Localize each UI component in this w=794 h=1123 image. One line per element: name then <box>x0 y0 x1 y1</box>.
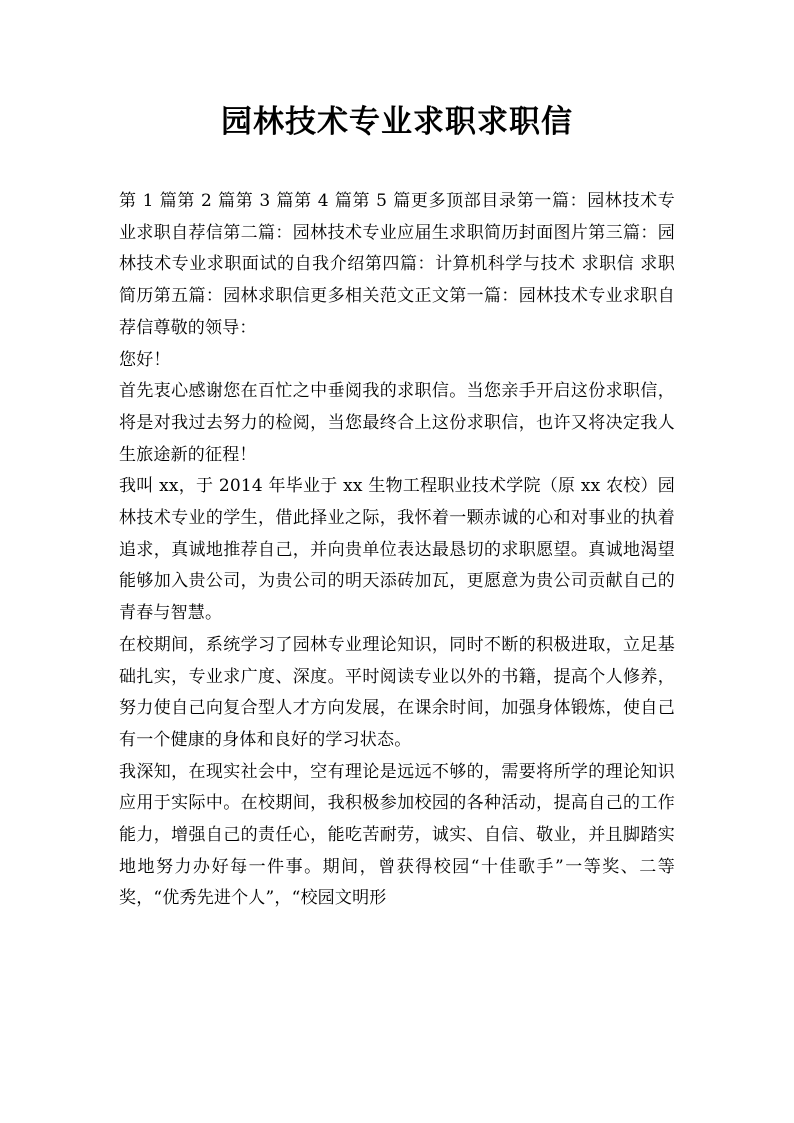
paragraph-practice: 我深知，在现实社会中，空有理论是远远不够的，需要将所学的理论知识应用于实际中。在校期间，我积极参加校园的各种活动，提高自己的工作能力，增强自己的责任心，能吃苦耐劳，诚实、自信、敬业，并且脚踏实地地努力办好每一件事。期间，曾获得校园“十佳歌手”一等奖、二等奖，“优秀先进个人”，“校园文明形 <box>119 761 675 909</box>
document-body <box>119 186 675 915</box>
paragraph-toc: 第 1 篇第 2 篇第 3 篇第 4 篇第 5 篇更多顶部目录第一篇：园林技术专业求职自荐信第二篇：园林技术专业应届生求职简历封面图片第三篇：园林技术专业求职面试的自我介绍第四篇：计算机科学与技术 求职信 求职简历第五篇：园林求职信更多相关范文正文第一篇：园林技术专业求职自荐信尊敬的领导： <box>119 191 675 338</box>
paragraph-introduction: 我叫 xx，于 2014 年毕业于 xx 生物工程职业技术学院（原 xx 农校）园林技术专业的学生，借此择业之际，我怀着一颗赤诚的心和对事业的执着追求，真诚地推荐自己，并向贵单位表达最恳切的求职愿望。真诚地渴望能够加入贵公司，为贵公司的明天添砖加瓦，更愿意为贵公司贡献自己的青春与智慧。 <box>119 476 675 624</box>
paragraph-opening: 首先衷心感谢您在百忙之中垂阅我的求职信。当您亲手开启这份求职信，将是对我过去努力的检阅，当您最终合上这份求职信，也许又将决定我人生旅途新的征程！ <box>119 381 675 465</box>
paragraph-study: 在校期间，系统学习了园林专业理论知识，同时不断的积极进取，立足基础扎实，专业求广度、深度。平时阅读专业以外的书籍，提高个人修养，努力使自己向复合型人才方向发展，在课余时间，加强身体锻炼，使自己有一个健康的身体和良好的学习状态。 <box>119 634 675 750</box>
paragraph-greeting: 您好！ <box>119 349 171 370</box>
document-title: 园林技术专业求职求职信 <box>221 104 573 140</box>
